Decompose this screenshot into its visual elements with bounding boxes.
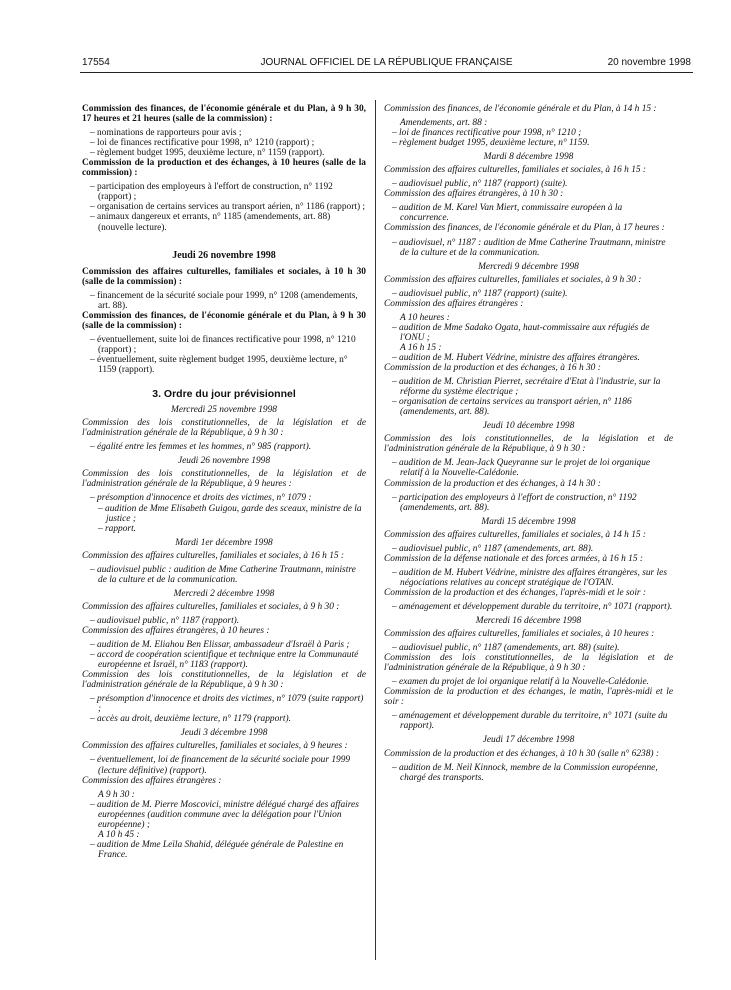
committee-heading: Commission des affaires culturelles, familiales et sociales, à 14 h 15 : bbox=[384, 529, 647, 540]
journal-title: JOURNAL OFFICIEL DE LA RÉPUBLIQUE FRANÇAISE bbox=[260, 57, 513, 68]
agenda-subitem: – rapport. bbox=[98, 523, 137, 534]
committee-heading: Commission des affaires étrangères, à 10 heures : bbox=[82, 625, 270, 636]
agenda-item: – aménagement et développement durable du territoire, n° 1071 (rapport). bbox=[392, 601, 673, 612]
agenda-item: – organisation de certains services au transport aérien, n° 1186 (rapport) ; bbox=[90, 202, 366, 213]
running-header bbox=[82, 57, 691, 71]
committee-heading: Commission des finances, de l'économie générale et du Plan, à 17 heures : bbox=[384, 223, 665, 234]
agenda-item: – audiovisuel public, n° 1187 (rapport) (suite). bbox=[392, 288, 568, 299]
committee-heading: Commission des affaires culturelles, familiales et sociales, à 16 h 15 : bbox=[82, 550, 345, 561]
committee-heading: Commission des lois constitutionnelles, de la législation et de l'administration générale de la République, à 9 h 30 : bbox=[384, 653, 673, 674]
committee-heading: Commission des finances, de l'économie générale et du Plan, à 9 h 30 (salle de la commission) : bbox=[82, 310, 366, 331]
column-divider bbox=[375, 100, 376, 960]
committee-heading: Commission des affaires étrangères : bbox=[384, 298, 524, 309]
date-heading: Jeudi 17 décembre 1998 bbox=[482, 735, 575, 746]
agenda-item: – audiovisuel public, n° 1187 (amendements, art. 88) (suite). bbox=[392, 643, 620, 654]
agenda-item: – audition de M. Eliahou Ben Elissar, ambassadeur d'Israël à Paris ; bbox=[90, 640, 350, 651]
agenda-item: – audition de M. Karel Van Miert, commissaire européen à la concurrence. bbox=[392, 203, 623, 224]
date-heading: Mardi 1er décembre 1998 bbox=[175, 537, 273, 548]
agenda-item: – audition de M. Hubert Védrine, ministre des affaires étrangères, sur les négociations relatives au concept stratégique de l'OTAN. bbox=[392, 567, 667, 588]
committee-heading: Commission de la défense nationale et des forces armées, à 16 h 15 : bbox=[384, 553, 643, 564]
section-title: 3. Ordre du jour prévisionnel bbox=[152, 388, 296, 401]
committee-heading: Commission des affaires étrangères : bbox=[82, 775, 222, 786]
agenda-item: – audition de Mme Sadako Ogata, haut-commissaire aux réfugiés de l'ONU ; bbox=[392, 322, 650, 343]
date-heading: Jeudi 26 novembre 1998 bbox=[172, 249, 276, 261]
agenda-item: – audiovisuel public : audition de Mme Catherine Trautmann, ministre de la culture et de la communication. bbox=[90, 564, 356, 585]
committee-heading: Commission de la production et des échanges, l'après-midi et le soir : bbox=[384, 587, 647, 598]
committee-heading: Commission de la production et des échanges, à 14 h 30 : bbox=[384, 478, 601, 489]
agenda-item: – participation des employeurs à l'effort de construction, n° 1192 (rapport) ; bbox=[90, 182, 333, 203]
agenda-item: – audition de M. Christian Pierret, secrétaire d'Etat à l'industrie, sur la réforme du système électrique ; bbox=[392, 377, 661, 398]
agenda-item: – audiovisuel public, n° 1187 (rapport) (suite). bbox=[392, 179, 568, 190]
date-heading: Mardi 8 décembre 1998 bbox=[483, 152, 574, 163]
time-slot: Amendements, art. 88 : bbox=[400, 118, 488, 129]
committee-heading: Commission des lois constitutionnelles, de la législation et de l'administration générale de la République, à 9 h 30 : bbox=[82, 418, 366, 439]
agenda-item: – accès au droit, deuxième lecture, n° 1179 (rapport). bbox=[90, 714, 292, 725]
date-heading: Mercredi 25 novembre 1998 bbox=[171, 405, 277, 416]
committee-heading: Commission des lois constitutionnelles, de la législation et de l'administration générale de la République, à 9 heures : bbox=[82, 469, 366, 490]
agenda-item: – éventuellement, suite règlement budget 1995, deuxième lecture, n° 1159 (rapport). bbox=[90, 354, 348, 376]
issue-date: 20 novembre 1998 bbox=[607, 57, 691, 68]
agenda-item: – organisation de certains services au transport aérien, n° 1186 (amendements, art. 88). bbox=[392, 397, 632, 418]
time-slot: A 16 h 15 : bbox=[400, 342, 442, 353]
committee-heading: Commission des affaires culturelles, familiales et sociales, à 9 heures : bbox=[82, 741, 348, 752]
agenda-item: – accord de coopération scientifique et technique entre la Communauté européenne et Israël, n° 1183 (rapport). bbox=[90, 650, 359, 671]
agenda-item: – nominations de rapporteurs pour avis ; bbox=[90, 128, 242, 139]
committee-heading: Commission des affaires étrangères, à 10 h 30 : bbox=[384, 189, 564, 200]
date-heading: Mercredi 16 décembre 1998 bbox=[475, 616, 582, 627]
agenda-item: – animaux dangereux et errants, n° 1185 (amendements, art. 88) (nouvelle lecture). bbox=[90, 212, 331, 233]
agenda-item: – examen du projet de loi organique relatif à la Nouvelle-Calédonie. bbox=[392, 677, 649, 688]
date-heading: Jeudi 26 novembre 1998 bbox=[177, 456, 271, 467]
agenda-item: – présomption d'innocence et droits des victimes, n° 1079 : bbox=[90, 493, 312, 504]
agenda-item: – audiovisuel public, n° 1187 (amendements, art. 88). bbox=[392, 543, 594, 554]
agenda-item: – loi de finances rectificative pour 1998, n° 1210 (rapport) ; bbox=[90, 138, 315, 149]
committee-heading: Commission des affaires culturelles, familiales et sociales, à 10 heures : bbox=[384, 629, 655, 640]
committee-heading: Commission des affaires culturelles, familiales et sociales, à 9 h 30 : bbox=[384, 274, 642, 285]
committee-heading: Commission des affaires culturelles, familiales et sociales, à 16 h 15 : bbox=[384, 165, 647, 176]
agenda-item: – participation des employeurs à l'effort de construction, n° 1192 (amendements, art. 88). bbox=[392, 492, 637, 513]
committee-heading: Commission des finances, de l'économie générale et du Plan, à 14 h 15 : bbox=[384, 104, 657, 114]
date-heading: Mercredi 9 décembre 1998 bbox=[478, 261, 579, 272]
committee-heading: Commission des lois constitutionnelles, de la législation et de l'administration générale de la République, à 9 h 30 : bbox=[384, 434, 673, 455]
agenda-item: – audiovisuel public, n° 1187 (rapport). bbox=[90, 615, 240, 626]
agenda-item: – règlement budget 1995, deuxième lecture, n° 1159 (rapport). bbox=[90, 148, 325, 159]
date-heading: Mercredi 2 décembre 1998 bbox=[173, 588, 275, 599]
committee-heading: Commission de la production et des échanges, le matin, l'après-midi et le soir : bbox=[384, 687, 673, 708]
agenda-item: – audition de M. Hubert Védrine, ministre des affaires étrangères. bbox=[392, 352, 640, 363]
time-slot: A 10 h 45 : bbox=[98, 829, 140, 840]
time-slot: A 9 h 30 : bbox=[98, 789, 135, 800]
agenda-item: – audition de Mme Leïla Shahid, déléguée générale de Palestine en France. bbox=[90, 839, 344, 860]
date-heading: Jeudi 10 décembre 1998 bbox=[482, 421, 575, 432]
date-heading: Jeudi 3 décembre 1998 bbox=[180, 728, 268, 739]
agenda-item: – éventuellement, suite loi de finances rectificative pour 1998, n° 1210 (rapport) ; bbox=[90, 334, 356, 355]
committee-heading: Commission des lois constitutionnelles, de la législation et de l'administration générale de la République, à 9 h 30 : bbox=[82, 670, 366, 691]
committee-heading: Commission de la production et des échanges, à 10 h 30 (salle n° 6238) : bbox=[384, 748, 659, 759]
agenda-item: – audiovisuel, n° 1187 : audition de Mme Catherine Trautmann, ministre de la culture et de la communication. bbox=[392, 237, 666, 258]
header-rule bbox=[80, 72, 693, 73]
time-slot: A 10 heures : bbox=[400, 312, 450, 323]
left-column bbox=[82, 104, 366, 860]
committee-heading: Commission des finances, de l'économie générale et du Plan, à 9 h 30, 17 heures et 21 heures (salle de la commission) : bbox=[82, 104, 366, 125]
agenda-subitem: – audition de Mme Elisabeth Guigou, garde des sceaux, ministre de la justice ; bbox=[98, 503, 362, 524]
agenda-item: – audition de M. Neil Kinnock, membre de la Commission européenne, chargé des transports. bbox=[392, 762, 658, 783]
agenda-item: – audition de M. Pierre Moscovici, ministre délégué chargé des affaires européennes (audition commune avec la délégation pour l'Union européenne) ; bbox=[90, 799, 359, 830]
committee-heading: Commission de la production et des échanges, à 16 h 30 : bbox=[384, 363, 601, 374]
date-heading: Mardi 15 décembre 1998 bbox=[481, 516, 576, 527]
committee-heading: Commission des affaires culturelles, familiales et sociales, à 10 h 30 (salle de la commission) : bbox=[82, 266, 366, 287]
agenda-item: – audition de M. Jean-Jack Queyranne sur le projet de loi organique relatif à la Nouvelle-Calédonie. bbox=[392, 458, 651, 479]
agenda-item: – égalité entre les femmes et les hommes, n° 985 (rapport). bbox=[90, 442, 312, 453]
agenda-item: – financement de la sécurité sociale pour 1999, n° 1208 (amendements, art. 88). bbox=[90, 290, 358, 311]
page-number: 17554 bbox=[82, 57, 110, 68]
agenda-item: – éventuellement, loi de financement de la sécurité sociale pour 1999 (lecture définitive) (rapport). bbox=[90, 755, 351, 776]
right-column bbox=[384, 104, 673, 783]
agenda-item: – présomption d'innocence et droits des victimes, n° 1079 (suite rapport) ; bbox=[90, 694, 364, 715]
agenda-item: – loi de finances rectificative pour 1998, n° 1210 ; bbox=[392, 128, 582, 139]
committee-heading: Commission de la production et des échanges, à 10 heures (salle de la commission) : bbox=[82, 158, 366, 179]
agenda-item: – aménagement et développement durable du territoire, n° 1071 (suite du rapport). bbox=[392, 711, 668, 732]
agenda-item: – règlement budget 1995, deuxième lecture, n° 1159. bbox=[392, 138, 590, 149]
committee-heading: Commission des affaires culturelles, familiales et sociales, à 9 h 30 : bbox=[82, 601, 340, 612]
